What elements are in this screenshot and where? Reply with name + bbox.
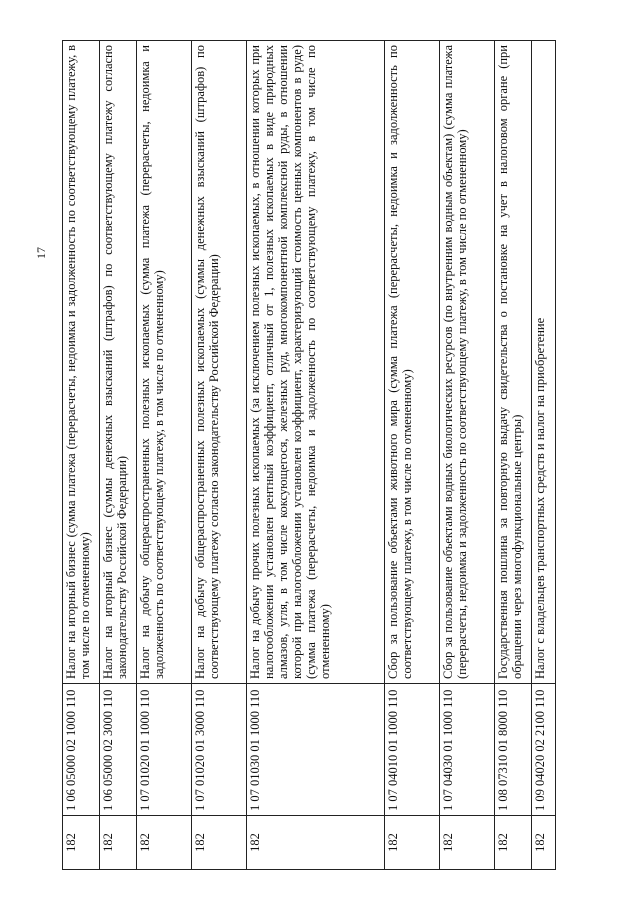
table-container — [62, 40, 590, 870]
budget-code-cell: 1 07 01020 01 3000 110 — [192, 684, 247, 816]
admin-code-cell: 182 — [495, 816, 532, 870]
admin-code-cell: 182 — [247, 816, 385, 870]
table-row — [385, 41, 440, 870]
budget-code-cell: 1 07 01020 01 1000 110 — [137, 684, 192, 816]
revenue-name-cell: Сбор за пользование объектами животного мира (сумма платежа (перерасчеты, недоимка и задолженность по соответствующему платежу, в том числе по отмененному) — [385, 41, 440, 684]
table-row — [63, 41, 100, 870]
table-row — [192, 41, 247, 870]
rotated-table-area — [62, 40, 590, 870]
table-row — [495, 41, 532, 870]
table-row — [440, 41, 495, 870]
revenue-name-cell: Налог на игорный бизнес (сумма платежа (перерасчеты, недоимка и задолженность по соответствующему платежу, в том числе по отмененному) — [63, 41, 100, 684]
revenue-name-cell: Налог на добычу общераспространенных полезных ископаемых (суммы денежных взысканий (штрафов) по соответствующему платежу согласно законодательству Российской Федерации) — [192, 41, 247, 684]
revenue-name-cell: Налог на добычу общераспространенных полезных ископаемых (сумма платежа (перерасчеты, недоимка и задолженность по соответствующему платежу, в том числе по отмененному) — [137, 41, 192, 684]
admin-code-cell: 182 — [440, 816, 495, 870]
revenue-codes-table — [62, 40, 556, 870]
revenue-name-cell: Налог на игорный бизнес (суммы денежных взысканий (штрафов) по соответствующему платежу согласно законодательству Российской Федерации) — [100, 41, 137, 684]
budget-code-cell: 1 07 04010 01 1000 110 — [385, 684, 440, 816]
table-row — [247, 41, 385, 870]
budget-code-cell: 1 08 07310 01 8000 110 — [495, 684, 532, 816]
budget-code-cell: 1 06 05000 02 1000 110 — [63, 684, 100, 816]
admin-code-cell: 182 — [532, 816, 556, 870]
table-row — [532, 41, 556, 870]
revenue-name-cell: Государственная пошлина за повторную выдачу свидетельства о постановке на учет в налоговом органе (при обращении через многофункциональные центры) — [495, 41, 532, 684]
page-number: 17 — [34, 247, 48, 259]
admin-code-cell: 182 — [192, 816, 247, 870]
admin-code-cell: 182 — [137, 816, 192, 870]
revenue-name-cell: Налог на добычу прочих полезных ископаемых (за исключением полезных ископаемых, в отношении которых при налогообложении установлен рентный коэффициент, отличный от 1, полезных ископаемых в виде природных алмазов, угля, в том числе коксующегося, железных руд, многокомпонентной комплексной руды, в отношении которой при налогообложении установлен коэффициент, характеризующий стоимость ценных компонентов в руде) (сумма платежа (перерасчеты, недоимка и задолженность по соответствующему платежу, в том числе по отмененному) — [247, 41, 385, 684]
budget-code-cell: 1 07 04030 01 1000 110 — [440, 684, 495, 816]
budget-code-cell: 1 09 04020 02 2100 110 — [532, 684, 556, 816]
table-row — [100, 41, 137, 870]
admin-code-cell: 182 — [100, 816, 137, 870]
revenue-name-cell: Налог с владельцев транспортных средств и налог на приобретение — [532, 41, 556, 684]
admin-code-cell: 182 — [63, 816, 100, 870]
table-row — [137, 41, 192, 870]
admin-code-cell: 182 — [385, 816, 440, 870]
budget-code-cell: 1 07 01030 01 1000 110 — [247, 684, 385, 816]
revenue-name-cell: Сбор за пользование объектами водных биологических ресурсов (по внутренним водным объектам) (сумма платежа (перерасчеты, недоимка и задолженность по соответствующему платежу, в том числе по отмененному) — [440, 41, 495, 684]
budget-code-cell: 1 06 05000 02 3000 110 — [100, 684, 137, 816]
